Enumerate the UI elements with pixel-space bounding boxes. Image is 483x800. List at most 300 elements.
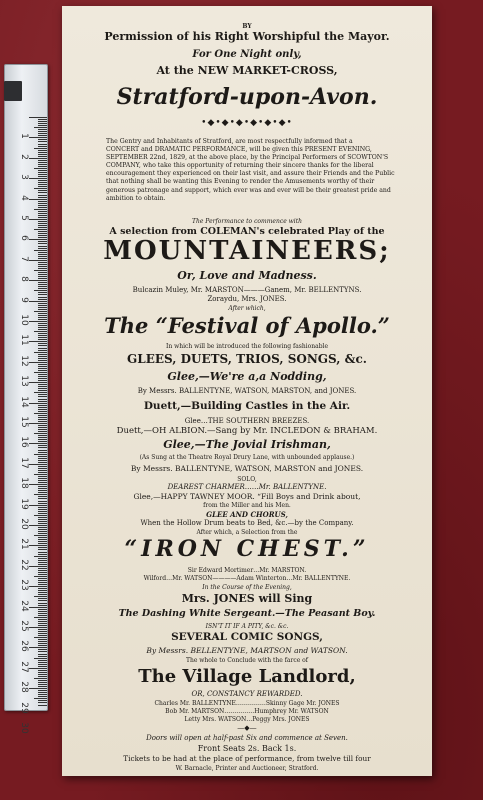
ruler-tick	[38, 241, 47, 242]
ruler-tick	[38, 466, 47, 467]
ruler-tick	[38, 121, 47, 122]
ruler-tick	[29, 158, 47, 159]
ruler-tick	[38, 629, 47, 630]
ruler-tick	[38, 417, 47, 418]
ruler-tick	[38, 366, 47, 367]
ruler-number: 10	[19, 314, 29, 326]
tickets-line: Tickets to be had at the place of performance, from twelve till four	[123, 754, 371, 763]
ruler-tick	[38, 513, 47, 514]
dashing-sergeant: The Dashing White Sergeant.—The Peasant Boy.	[118, 608, 376, 619]
ruler-tick	[29, 178, 47, 179]
ruler-number: 9	[19, 296, 29, 303]
cast-line: Bob Mr. MARTSON……………Humphrey Mr. WATSON	[165, 708, 329, 715]
performers-line: By Messrs. BALLENTYNE, WATSON, MARSTON, and JONES.	[137, 387, 357, 395]
ruler-tick	[38, 211, 47, 212]
ruler-tick	[34, 474, 47, 475]
ruler-tick	[38, 600, 47, 601]
ruler-tick	[38, 435, 47, 436]
ruler-tick	[38, 558, 47, 559]
ruler-tick	[38, 574, 47, 575]
ruler-tick	[29, 137, 47, 138]
ornament-divider: —◆—	[237, 724, 257, 732]
iron-chest-title: “IRON CHEST.”	[124, 536, 370, 562]
ruler-tick	[38, 570, 47, 571]
ruler-tick	[38, 131, 47, 132]
playbill-paper	[62, 6, 432, 776]
ruler-tick	[34, 392, 47, 393]
ruler-tick	[34, 250, 47, 251]
ruler-tick	[38, 262, 47, 263]
performers-line: By Messrs. BALLENTYNE, WATSON, MARSTON and JONES.	[130, 464, 364, 473]
ruler-tick	[38, 664, 47, 665]
ruler-tick	[34, 372, 47, 373]
ruler-tick	[38, 297, 47, 298]
ruler-tick	[38, 447, 47, 448]
ruler-tick	[38, 135, 47, 136]
ruler-tick	[38, 345, 47, 346]
ruler-tick	[38, 429, 47, 430]
ruler-tick	[38, 152, 47, 153]
ruler-tick	[38, 176, 47, 177]
ruler-tick	[38, 221, 47, 222]
glees-heading: GLEES, DUETS, TRIOS, SONGS, &c.	[127, 352, 367, 366]
ruler-tick	[38, 166, 47, 167]
glee-tawney: Glee,—HAPPY TAWNEY MOOR. “Fill Boys and Drink about,	[133, 492, 361, 501]
ruler-tick	[38, 203, 47, 204]
ruler-tick	[29, 688, 47, 689]
ruler-tick	[38, 415, 47, 416]
ruler-tick	[38, 335, 47, 336]
ruler-tick	[29, 545, 47, 546]
ruler-tick	[38, 692, 47, 693]
ruler-tick	[29, 607, 47, 608]
ruler-tick	[38, 246, 47, 247]
ruler-tick	[38, 144, 47, 145]
ruler-tick	[38, 125, 47, 126]
intro-line: encouragement they experienced on their last visit, and assure their Friends and the Public	[106, 170, 395, 178]
ruler-tick	[34, 311, 47, 312]
town-title: Stratford-upon-Avon.	[116, 84, 378, 110]
ruler-tick	[34, 637, 47, 638]
ruler-tick	[38, 660, 47, 661]
ruler-tick	[38, 409, 47, 410]
ruler-tick	[34, 494, 47, 495]
ruler-tick	[38, 307, 47, 308]
ruler-tick	[38, 496, 47, 497]
ruler-tick	[38, 350, 47, 351]
mountaineers-title: MOUNTAINEERS;	[103, 236, 391, 266]
ruler-tick	[34, 188, 47, 189]
ruler-tick	[34, 678, 47, 679]
course-evening: In the Course of the Evening,	[202, 584, 292, 591]
ruler-tick	[38, 227, 47, 228]
ruler-tick	[38, 468, 47, 469]
ruler-number: 18	[19, 477, 29, 489]
ruler-tick	[34, 229, 47, 230]
ruler-tick	[38, 700, 47, 701]
ruler-number: 14	[19, 395, 29, 408]
ruler-tick	[38, 364, 47, 365]
ruler-tick	[38, 594, 47, 595]
ruler-tick	[38, 560, 47, 561]
ruler-number: 19	[19, 497, 29, 510]
ruler-tick	[38, 539, 47, 540]
ruler-tick	[38, 492, 47, 493]
ruler-tick	[38, 274, 47, 275]
ruler-number: 1	[19, 133, 29, 140]
duett-albion: Duett,—OH ALBION.—Sang by Mr. INCLEDON & BRAHAM.	[116, 426, 378, 436]
ruler-tick	[38, 170, 47, 171]
ruler-tick	[38, 452, 47, 453]
ruler-tick	[38, 313, 47, 314]
ruler-tick	[38, 248, 47, 249]
ruler-tick	[38, 223, 47, 224]
ruler-tick	[38, 286, 47, 287]
ruler-number: 17	[19, 457, 29, 469]
ruler-tick	[38, 329, 47, 330]
ruler-tick	[38, 619, 47, 620]
ruler-number: 3	[19, 174, 29, 181]
ruler-tick	[38, 425, 47, 426]
ruler-tick	[38, 288, 47, 289]
ruler-tick	[38, 337, 47, 338]
ruler-tick	[38, 470, 47, 471]
ruler-tick	[38, 401, 47, 402]
ruler-tick	[38, 264, 47, 265]
ruler-number: 22	[19, 559, 29, 571]
ruler-number: 15	[19, 416, 29, 428]
ruler-tick	[38, 564, 47, 565]
ruler-tick	[38, 580, 47, 581]
ruler-tick	[34, 209, 47, 210]
ruler-tick	[38, 309, 47, 310]
ruler-tick	[34, 596, 47, 597]
ruler-tick	[38, 333, 47, 334]
ruler-tick	[38, 509, 47, 510]
mrs-jones-line: Mrs. JONES will Sing	[181, 592, 313, 605]
ruler-tick	[38, 670, 47, 671]
ruler-tick	[29, 525, 47, 526]
doors-line: Doors will open at half-past Six and commence at Seven.	[146, 734, 348, 742]
ruler-tick	[29, 280, 47, 281]
ruler-number: 6	[19, 235, 29, 242]
ruler-tick	[38, 129, 47, 130]
isnt-it-line: ISN'T IT IF A PITY, &c. &c.	[205, 623, 289, 630]
ruler-tick	[38, 354, 47, 355]
ruler-tick	[38, 325, 47, 326]
ruler-tick	[38, 639, 47, 640]
ruler-tick	[38, 186, 47, 187]
ruler-tick	[38, 674, 47, 675]
ruler-tick	[38, 643, 47, 644]
after-which-line: After which,	[228, 305, 266, 312]
ruler-number: 21	[19, 538, 29, 551]
ruler-end-cap	[4, 81, 22, 101]
ruler-tick	[34, 433, 47, 434]
ruler-tick	[38, 343, 47, 344]
ruler-tick	[29, 668, 47, 669]
ruler-tick	[38, 543, 47, 544]
ruler-tick	[29, 627, 47, 628]
ruler-tick	[38, 407, 47, 408]
ruler-tick	[38, 205, 47, 206]
village-landlord-title: The Village Landlord,	[138, 666, 356, 687]
ruler-tick	[29, 117, 47, 118]
ruler-tick	[38, 217, 47, 218]
ruler-tick	[38, 537, 47, 538]
ruler-tick	[38, 256, 47, 257]
ruler-tick	[38, 690, 47, 691]
ruler-number: 20	[19, 518, 29, 530]
ruler-tick	[38, 439, 47, 440]
intro-line: CONCERT and DRAMATIC PERFORMANCE, will be given this PRESENT EVENING,	[106, 146, 372, 154]
ruler-number: 12	[19, 355, 29, 367]
ruler-tick	[34, 515, 47, 516]
ruler-tick	[38, 315, 47, 316]
ruler-tick	[38, 254, 47, 255]
ruler-tick	[38, 411, 47, 412]
ruler-tick	[38, 339, 47, 340]
ruler-tick	[38, 319, 47, 320]
ruler-tick	[38, 490, 47, 491]
ruler-tick	[38, 394, 47, 395]
ruler-tick	[38, 272, 47, 273]
ruler-tick	[38, 527, 47, 528]
ruler-tick	[38, 376, 47, 377]
ruler-tick	[38, 623, 47, 624]
ruler-tick	[38, 605, 47, 606]
ruler-tick	[38, 672, 47, 673]
ruler-tick	[29, 443, 47, 444]
ruler-tick	[38, 284, 47, 285]
ruler-tick	[38, 139, 47, 140]
ruler-tick	[38, 192, 47, 193]
ruler-tick	[38, 243, 47, 244]
ruler-tick	[38, 684, 47, 685]
ruler-tick	[38, 705, 47, 706]
ornament-rule: •◆•◆•◆•◆•◆•◆•	[201, 118, 293, 128]
ruler-tick	[38, 462, 47, 463]
ruler-tick	[38, 390, 47, 391]
ruler-tick	[34, 168, 47, 169]
ruler-tick	[29, 647, 47, 648]
ruler-tick	[38, 360, 47, 361]
ruler-tick	[38, 486, 47, 487]
ruler-number: 29	[19, 701, 29, 714]
solo-label: SOLO,	[237, 476, 257, 483]
ruler-tick	[38, 431, 47, 432]
ruler-tick	[34, 127, 47, 128]
ruler-tick	[38, 547, 47, 548]
ruler-tick	[38, 598, 47, 599]
intro-line: generous patronage and support, which ever was and ever will be their greatest pride and	[106, 186, 391, 194]
ruler-number: 30	[19, 722, 29, 734]
ruler-tick	[38, 162, 47, 163]
glee-nodding: Glee,—We're a,a Nodding,	[167, 370, 327, 383]
ruler-tick	[38, 501, 47, 502]
ruler-tick	[38, 278, 47, 279]
ruler-tick	[38, 480, 47, 481]
ruler-tick	[38, 507, 47, 508]
ruler-number: 2	[19, 153, 29, 160]
ruler-tick	[38, 686, 47, 687]
ruler-tick	[38, 207, 47, 208]
ruler-tick	[38, 654, 47, 655]
ruler-tick	[38, 380, 47, 381]
ruler-tick	[38, 541, 47, 542]
ruler-tick	[38, 156, 47, 157]
intro-line: COMPANY, who take this opportunity of returning their sincere thanks for the liberal	[106, 162, 374, 170]
ruler-tick	[34, 556, 47, 557]
ruler-tick	[38, 676, 47, 677]
ruler-tick	[38, 374, 47, 375]
ruler-tick	[29, 382, 47, 383]
intro-paragraph	[106, 138, 412, 203]
ruler-tick	[29, 464, 47, 465]
printer-line: W. Barnacle, Printer and Auctioneer, Stratford.	[175, 765, 319, 772]
ruler-tick	[38, 503, 47, 504]
venue-line: At the NEW MARKET-CROSS,	[156, 64, 338, 77]
ruler-tick	[38, 378, 47, 379]
ruler-tick	[34, 290, 47, 291]
ruler-tick	[34, 331, 47, 332]
cast-line: Letty Mrs. WATSON…Peggy Mrs. JONES	[184, 716, 310, 723]
ruler-tick	[38, 552, 47, 553]
ruler-tick	[38, 323, 47, 324]
ruler-tick	[38, 476, 47, 477]
ruler-tick	[38, 562, 47, 563]
ruler-tick	[38, 531, 47, 532]
ruler-tick	[38, 645, 47, 646]
ruler-tick	[38, 123, 47, 124]
ruler-tick	[38, 456, 47, 457]
ruler-tick	[29, 403, 47, 404]
ruler-tick	[34, 270, 47, 271]
ruler-tick	[34, 454, 47, 455]
ruler-tick	[38, 141, 47, 142]
ruler-tick	[29, 566, 47, 567]
ruler-tick	[38, 292, 47, 293]
ruler-number: 11	[19, 334, 29, 347]
cast-line: Charles Mr. BALLENTYNE……………Skinny Gage Mr. JONES	[154, 700, 340, 707]
cast-line: Zoraydu, Mrs. JONES.	[207, 295, 287, 303]
ruler-tick	[38, 651, 47, 652]
one-night-line: For One Night only,	[192, 49, 302, 60]
ruler-tick	[38, 182, 47, 183]
ruler-tick	[29, 505, 47, 506]
love-madness-line: Or, Love and Madness.	[177, 269, 317, 282]
ruler-tick	[38, 625, 47, 626]
ruler-number: 5	[19, 215, 29, 221]
ruler-tick	[38, 258, 47, 259]
ruler-tick	[38, 633, 47, 634]
selection-line: A selection from COLEMAN's celebrated Play of the	[109, 226, 385, 237]
ruler-tick	[38, 635, 47, 636]
ruler-tick	[29, 484, 47, 485]
ruler-tick	[29, 301, 47, 302]
ruler-tick	[29, 586, 47, 587]
commence-line: The Performance to commence with	[191, 218, 302, 225]
ruler-tick	[29, 219, 47, 220]
ruler-tick	[38, 399, 47, 400]
introduced-line: In which will be introduced the following fashionable	[165, 343, 329, 350]
ruler-number: 4	[19, 194, 29, 201]
prices-line: Front Seats 2s. Back 1s.	[197, 744, 297, 753]
ruler-tick	[38, 696, 47, 697]
by-line: BY	[242, 23, 252, 30]
ruler-tick	[34, 698, 47, 699]
ruler-tick	[38, 327, 47, 328]
ruler-tick	[38, 276, 47, 277]
ruler-tick	[38, 615, 47, 616]
ruler-tick	[29, 239, 47, 240]
cast-line: Bulcazin Muley, Mr. MARSTON———Ganem, Mr. BELLENTYNS.	[132, 286, 362, 294]
ruler-tick	[38, 517, 47, 518]
ruler-tick	[38, 133, 47, 134]
ruler-number: 23	[19, 579, 29, 591]
ruler-tick	[38, 348, 47, 349]
from-miller: from the Miller and his Men.	[203, 502, 291, 509]
ruler-tick	[38, 305, 47, 306]
ruler-tick	[38, 588, 47, 589]
ruler-tick	[38, 680, 47, 681]
ruler-number: 26	[19, 640, 29, 653]
ruler-tick	[38, 533, 47, 534]
ruler-tick	[29, 260, 47, 261]
glee-breezes: Glee…THE SOUTHERN BREEZES.	[184, 417, 310, 425]
ruler-tick	[38, 195, 47, 196]
ruler-tick	[38, 358, 47, 359]
duett-castles: Duett,—Building Castles in the Air.	[143, 400, 351, 412]
ruler-tick	[38, 119, 47, 120]
ruler-number: 16	[19, 436, 29, 449]
after-selection: After which, a Selection from the	[196, 529, 298, 536]
ruler-tick	[38, 303, 47, 304]
ruler-tick	[38, 419, 47, 420]
ruler-tick	[38, 445, 47, 446]
intro-line: SEPTEMBER 22nd, 1829, at the above place, by the Principal Performers of SCOWTON'S	[106, 154, 389, 162]
ruler-tick	[38, 201, 47, 202]
ruler-tick	[34, 148, 47, 149]
hollow-drum: When the Hollow Drum beats to Bed, &c.—by the Company.	[140, 519, 354, 527]
ruler-tick	[38, 197, 47, 198]
ruler-tick	[38, 237, 47, 238]
ruler-tick	[34, 617, 47, 618]
ruler-tick	[38, 160, 47, 161]
ruler-tick	[38, 649, 47, 650]
ruler-tick	[38, 146, 47, 147]
glee-chorus: GLEE AND CHORUS,	[206, 510, 288, 519]
ruler-tick	[38, 164, 47, 165]
ruler-tick	[38, 584, 47, 585]
ruler-tick	[38, 213, 47, 214]
ruler-tick	[38, 662, 47, 663]
ruler-tick	[38, 582, 47, 583]
ruler-tick	[38, 174, 47, 175]
ruler-tick	[38, 472, 47, 473]
ruler-tick	[38, 590, 47, 591]
ruler-tick	[38, 450, 47, 451]
ruler-tick	[38, 215, 47, 216]
intro-line: The Gentry and Inhabitants of Stratford, are most respectfully informed that a	[106, 138, 353, 145]
ruler-tick	[29, 321, 47, 322]
sung-at-line: (As Sung at the Theatre Royal Drury Lane, with unbounded applause.)	[139, 454, 355, 461]
permission-line: Permission of his Right Worshipful the Mayor.	[104, 30, 390, 43]
conclude-line: The whole to Conclude with the farce of	[185, 657, 309, 664]
ruler-number: 27	[19, 661, 29, 673]
ruler-tick	[38, 233, 47, 234]
ruler-tick	[38, 150, 47, 151]
